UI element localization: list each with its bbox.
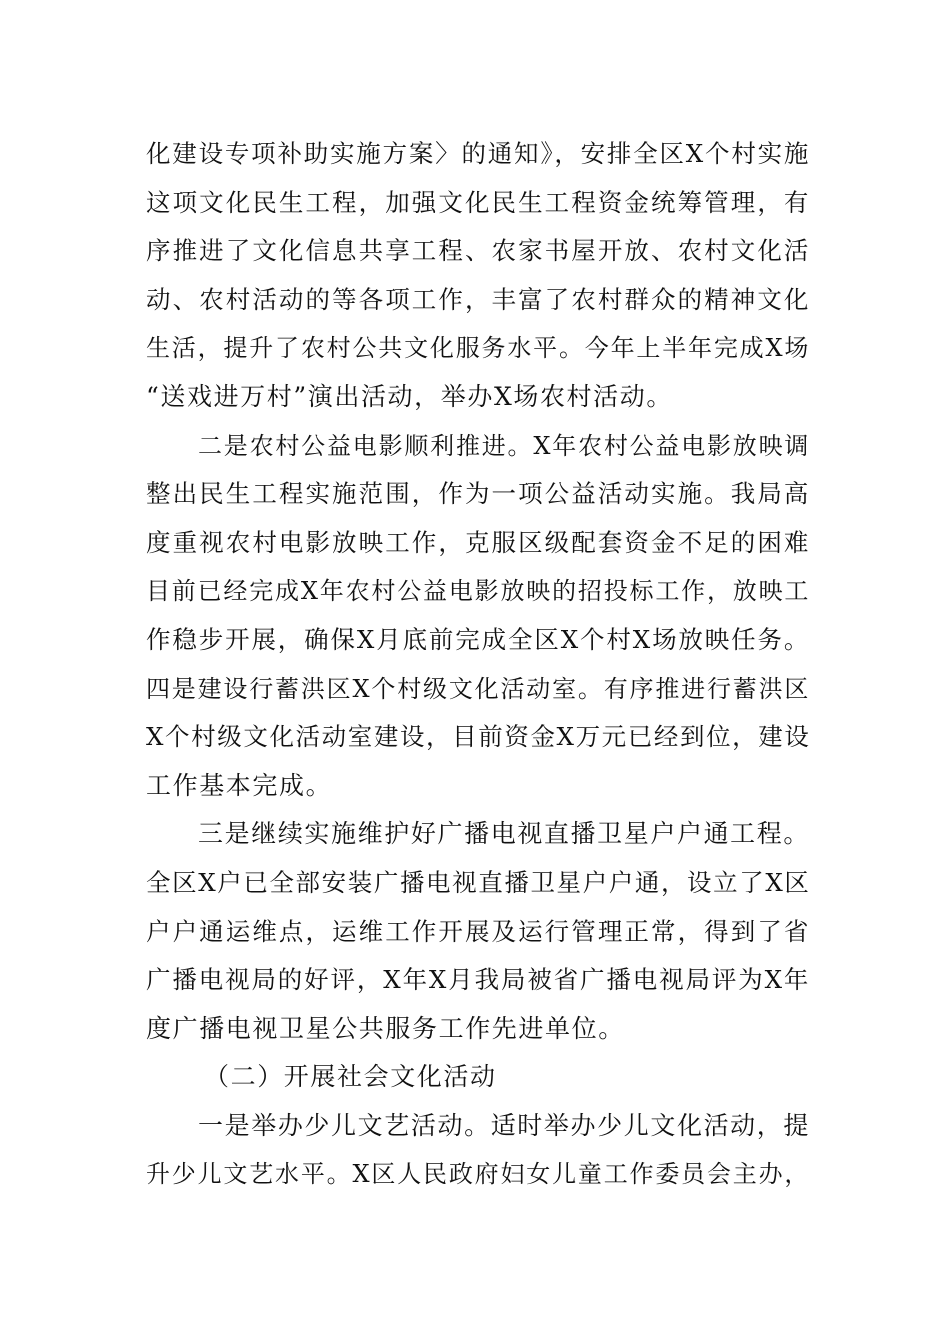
text-line: 度重视农村电影放映工作，克服区级配套资金不足的困难 (146, 527, 810, 557)
text-line: 户户通运维点，运维工作开展及运行管理正常，得到了省 (146, 916, 810, 946)
text-line: 全区X户已全部安装广播电视直播卫星户户通，设立了X区 (146, 867, 811, 897)
text-line: “送戏进万村”演出活动，举办X场农村活动。 (146, 381, 673, 411)
text-line: X个村级文化活动室建设，目前资金X万元已经到位，建设 (146, 722, 811, 752)
text-line: 四是建设行蓄洪区X个村级文化活动室。有序推进行蓄洪区 (146, 674, 810, 703)
paragraph-start-line: 一是举办少儿文艺活动。适时举办少儿文化活动，提 (198, 1110, 810, 1140)
paragraph-start-line: 二是农村公益电影顺利推进。X年农村公益电影放映调 (198, 431, 810, 460)
text-line: 作稳步开展，确保X月底前完成全区X个村X场放映任务。 (146, 624, 810, 654)
text-line: 广播电视局的好评，X年X月我局被省广播电视局评为X年 (146, 965, 810, 995)
text-line: 这项文化民生工程，加强文化民生工程资金统筹管理，有 (146, 187, 810, 217)
text-line: 目前已经完成X年农村公益电影放映的招投标工作，放映工 (146, 577, 810, 606)
text-line: 化建设专项补助实施方案〉的通知》，安排全区X个村实施 (146, 139, 810, 168)
paragraph-start-line: 三是继续实施维护好广播电视直播卫星户户通工程。 (198, 819, 810, 849)
text-line: 序推进了文化信息共享工程、农家书屋开放、农村文化活 (146, 236, 810, 266)
text-line: 升少儿文艺水平。X区人民政府妇女儿童工作委员会主办， (146, 1160, 810, 1189)
text-line: 生活，提升了农村公共文化服务水平。今年上半年完成X场 (146, 334, 810, 363)
text-line: 动、农村活动的等各项工作，丰富了农村群众的精神文化 (146, 284, 810, 314)
document-body (146, 130, 810, 1199)
text-line: 度广播电视卫星公共服务工作先进单位。 (146, 1013, 625, 1043)
text-line: 工作基本完成。 (146, 770, 333, 800)
text-line: 整出民生工程实施范围，作为一项公益活动实施。我局高 (146, 479, 810, 509)
section-heading: （二）开展社会文化活动 (204, 1062, 497, 1092)
